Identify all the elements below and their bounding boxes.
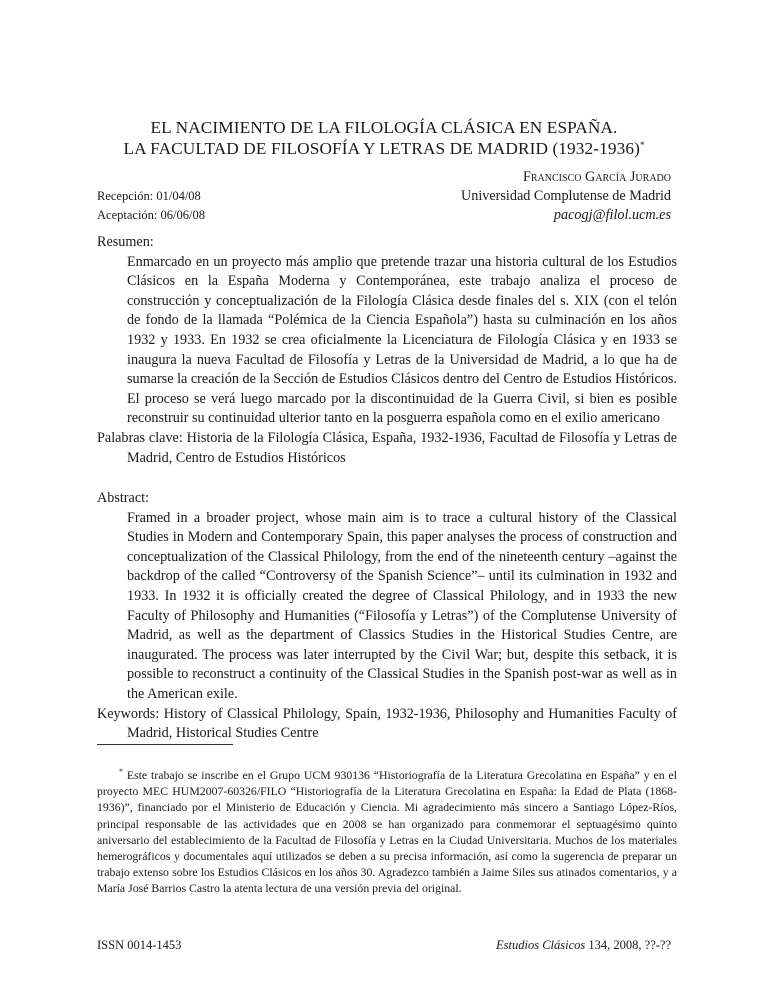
footnote-mark: * — [119, 767, 123, 776]
issn-label: ISSN 0014-1453 — [97, 938, 182, 952]
footnote-divider — [97, 744, 233, 745]
journal-name: Estudios Clásicos — [496, 938, 586, 952]
resumen-section — [97, 233, 677, 468]
footnote-text: Este trabajo se inscribe en el Grupo UCM 930136 “Historiografía de la Literatura Grecolatina en España” y en el proyecto MEC HUM2007-60326/FILO “Historiografía de la Literatura Grecolatina en España: la Edad de Plata (1868-1936)”, financiado por el Ministerio de Educación y Ciencia. Mi agradecimiento más sincero a Santiago López-Ríos, principal responsable de las actividades que en 2008 se han organizado para conmemorar el septuagésimo quinto aniversario del establecimiento de la Facultad de Filosofía y Letras en la Ciudad Universitaria. Muchos de los materiales hemerográficos y documentales aquí utilizados se deben a su precisa información, así como la sugerencia de preparar un trabajo extenso sobre los Estudios Clásicos en los años 30. Agradezco también a Jaime Siles sus atinados comentarios, y a María José Barrios Castro la atenta lectura de una versión previa del original. — [97, 767, 677, 896]
author-affiliation: Universidad Complutense de Madrid — [460, 188, 671, 204]
resumen-keywords: Palabras clave: Historia de la Filología Clásica, España, 1932-1936, Facultad de Filosofía y Letras de Madrid, Centro de Estudios Históricos — [97, 429, 677, 466]
title-line-2-text: LA FACULTAD DE FILOSOFÍA Y LETRAS DE MADRID (1932-1936) — [123, 139, 640, 158]
title-line-2 — [60, 138, 708, 159]
title-footnote-mark[interactable]: * — [639, 140, 645, 150]
article-title — [60, 117, 708, 159]
title-line-1: EL NACIMIENTO DE LA FILOLOGÍA CLÁSICA EN ESPAÑA. — [150, 118, 618, 137]
abstract-body: Framed in a broader project, whose main aim is to trace a cultural history of the Classical Studies in Modern and Contemporary Spain, this paper analyses the process of construction and conceptualization of the Classical Philology, from the end of the nineteenth century –against the backdrop of the called “Controversy of the Spanish Science”– until its culmination in 1932 and 1933. In 1932 it is officially created the degree of Classical Philology, and in 1933 the new Faculty of Philosophy and Humanities (“Filosofía y Letras”) of the Complutense University of Madrid, as well as the department of Classics Studies in the Historical Studies Centre, are inaugurated. The process was later interrupted by the Civil War; but, despite this setback, it is possible to reconstruct a continuity of the Classical Studies in the Spanish post-war as well as in the American exile. — [127, 509, 677, 702]
resumen-body: Enmarcado en un proyecto más amplio que pretende trazar una historia cultural de los Estudios Clásicos en la España Moderna y Contemporánea, este trabajo analiza el proceso de construcción y conceptualización de la Filología Clásica desde finales del s. XIX (con el telón de fondo de la llamada “Polémica de la Ciencia Española”) hasta su culminación en los años 1932 y 1933. En 1932 se crea oficialmente la Licenciatura de Filología Clásica y en 1933 se inaugura la nueva Facultad de Filosofía y Letras de la Universidad de Madrid, a lo que ha de sumarse la creación de la Sección de Estudios Clásicos dentro del Centro de Estudios Históricos. El proceso se verá luego marcado por la discontinuidad de la Guerra Civil, si bien es posible reconstruir su continuidad ulterior tanto en la posguerra española como en el exilio americano — [127, 253, 677, 427]
received-date: Recepción: 01/04/08 — [97, 189, 201, 203]
abstract-label: Abstract: — [97, 490, 150, 506]
author-email[interactable]: pacogj@filol.ucm.es — [553, 207, 671, 223]
abstract-section — [97, 489, 677, 744]
footnote — [97, 764, 677, 897]
author-block — [461, 168, 671, 225]
journal-issue: 134, 2008, ??-?? — [585, 938, 671, 952]
journal-citation — [496, 938, 671, 953]
abstract-keywords: Keywords: History of Classical Philology, Spain, 1932-1936, Philosophy and Humanities Faculty of Madrid, Historical Studies Centre — [97, 705, 677, 742]
author-name: Francisco García Jurado — [523, 169, 671, 185]
accepted-date: Aceptación: 06/06/08 — [97, 208, 205, 222]
submission-dates — [97, 187, 205, 225]
resumen-label: Resumen: — [97, 234, 154, 250]
